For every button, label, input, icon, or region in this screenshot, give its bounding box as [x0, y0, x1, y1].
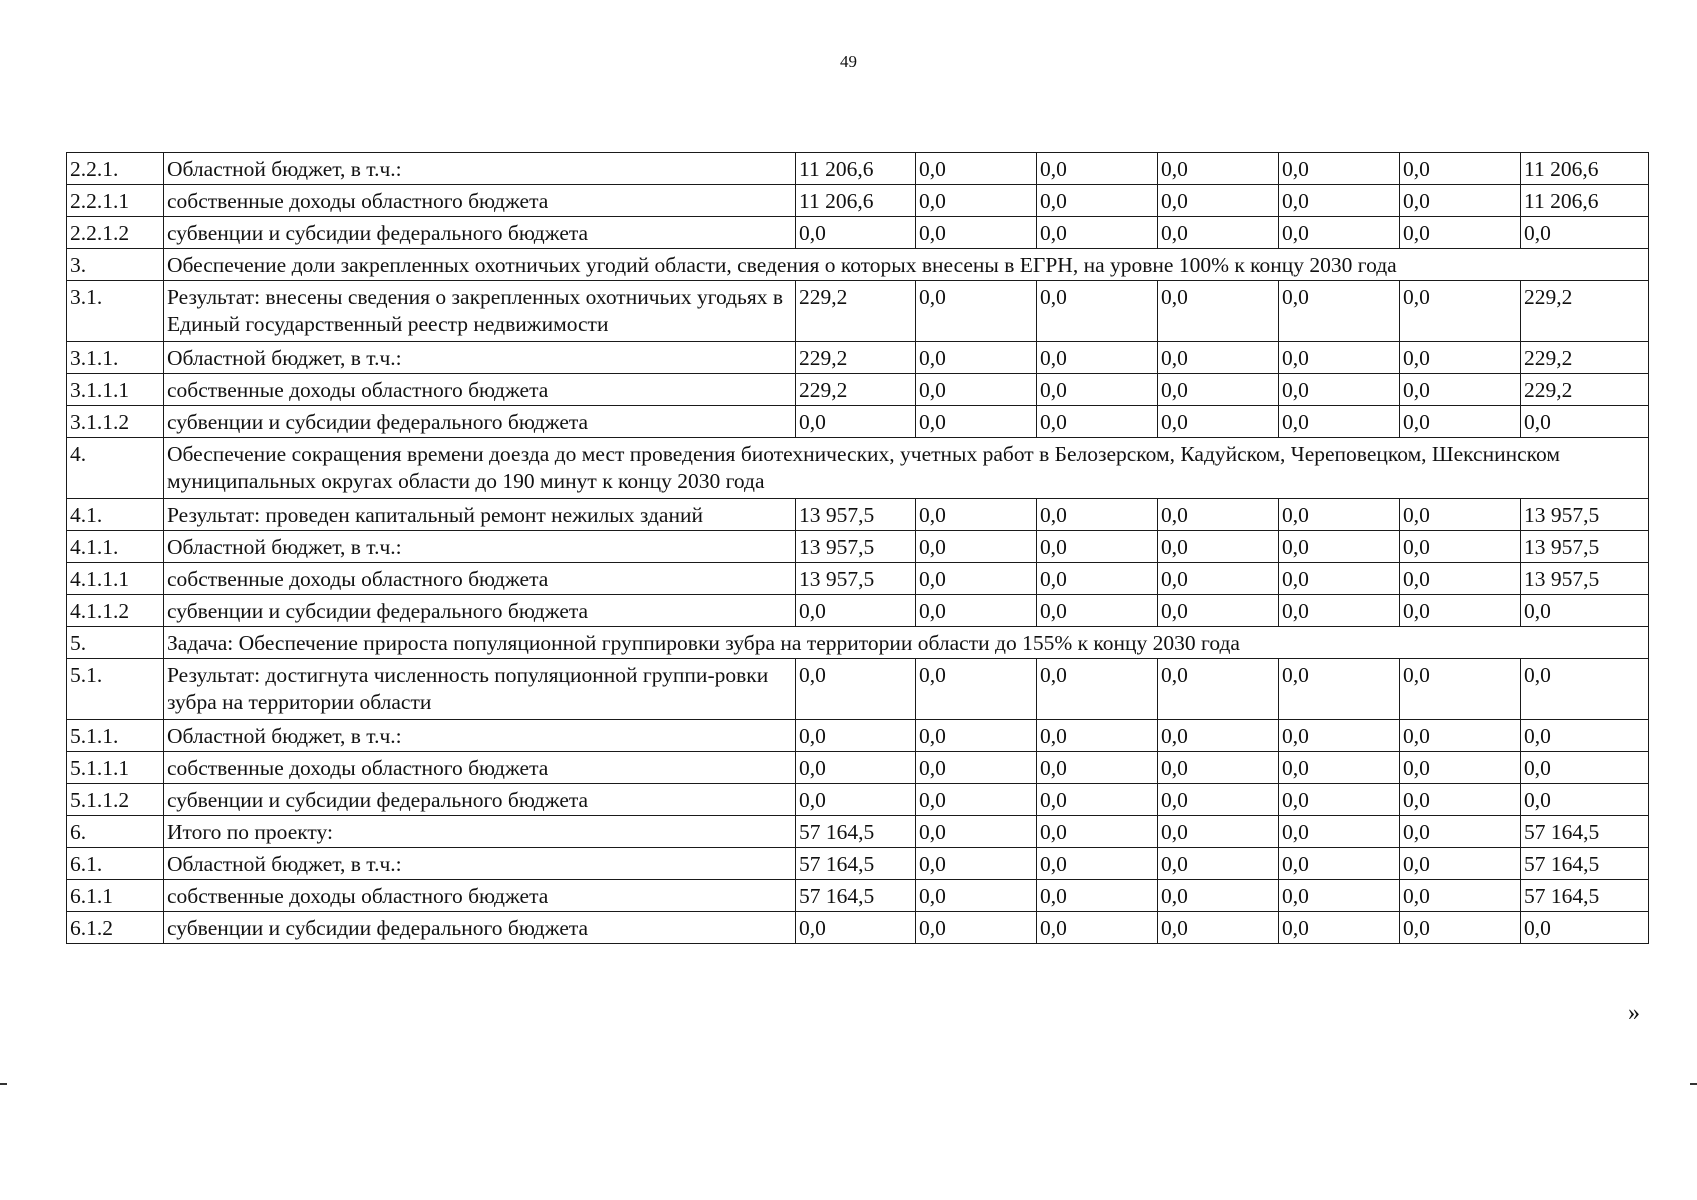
table-row — [67, 499, 1649, 531]
value-cell: 0,0 — [1279, 499, 1400, 531]
value-cell: 0,0 — [1279, 281, 1400, 342]
row-number-cell: 5.1.1.1 — [67, 752, 164, 784]
closing-quote-mark: » — [1628, 1000, 1640, 1026]
row-label-cell: субвенции и субсидии федерального бюджета — [164, 784, 796, 816]
budget-table-body — [67, 153, 1649, 944]
total-value-cell: 13 957,5 — [1521, 531, 1649, 563]
row-number-cell: 4. — [67, 438, 164, 499]
total-value-cell: 13 957,5 — [1521, 563, 1649, 595]
row-number-cell: 5. — [67, 627, 164, 659]
row-label-cell: Итого по проекту: — [164, 816, 796, 848]
value-cell: 0,0 — [796, 720, 916, 752]
row-number-cell: 2.2.1. — [67, 153, 164, 185]
row-label-cell: субвенции и субсидии федерального бюджета — [164, 406, 796, 438]
value-cell: 0,0 — [1037, 659, 1158, 720]
row-number-cell: 3.1.1.2 — [67, 406, 164, 438]
value-cell: 0,0 — [1279, 374, 1400, 406]
value-cell: 0,0 — [1279, 153, 1400, 185]
value-cell: 229,2 — [796, 281, 916, 342]
value-cell: 0,0 — [1037, 784, 1158, 816]
row-label-cell: субвенции и субсидии федерального бюджета — [164, 595, 796, 627]
value-cell: 0,0 — [1279, 531, 1400, 563]
value-cell: 0,0 — [1400, 816, 1521, 848]
value-cell: 0,0 — [1037, 374, 1158, 406]
row-number-cell: 6.1. — [67, 848, 164, 880]
table-row — [67, 342, 1649, 374]
value-cell: 0,0 — [1400, 784, 1521, 816]
value-cell: 0,0 — [1400, 659, 1521, 720]
total-value-cell: 13 957,5 — [1521, 499, 1649, 531]
table-row — [67, 848, 1649, 880]
total-value-cell: 0,0 — [1521, 217, 1649, 249]
value-cell: 0,0 — [1158, 374, 1279, 406]
value-cell: 0,0 — [1279, 563, 1400, 595]
value-cell: 0,0 — [916, 281, 1037, 342]
value-cell: 0,0 — [1158, 531, 1279, 563]
total-value-cell: 229,2 — [1521, 374, 1649, 406]
table-row — [67, 880, 1649, 912]
budget-table-container — [66, 152, 1648, 944]
value-cell: 0,0 — [796, 595, 916, 627]
value-cell: 0,0 — [1158, 153, 1279, 185]
value-cell: 0,0 — [1037, 563, 1158, 595]
row-number-cell: 4.1.1.2 — [67, 595, 164, 627]
value-cell: 0,0 — [1279, 880, 1400, 912]
value-cell: 0,0 — [916, 659, 1037, 720]
row-number-cell: 5.1. — [67, 659, 164, 720]
table-row — [67, 281, 1649, 342]
total-value-cell: 0,0 — [1521, 752, 1649, 784]
value-cell: 0,0 — [916, 752, 1037, 784]
table-section-row — [67, 249, 1649, 281]
row-label-cell: субвенции и субсидии федерального бюджета — [164, 912, 796, 944]
value-cell: 0,0 — [916, 531, 1037, 563]
value-cell: 0,0 — [1279, 816, 1400, 848]
row-label-cell: Областной бюджет, в т.ч.: — [164, 531, 796, 563]
value-cell: 0,0 — [1400, 595, 1521, 627]
section-heading-cell: Обеспечение доли закрепленных охотничьих угодий области, сведения о которых внесены в ЕГРН, на уровне 100% к концу 2030 года — [164, 249, 1649, 281]
value-cell: 0,0 — [1279, 752, 1400, 784]
value-cell: 0,0 — [796, 912, 916, 944]
value-cell: 0,0 — [1279, 595, 1400, 627]
value-cell: 0,0 — [796, 752, 916, 784]
value-cell: 0,0 — [1279, 720, 1400, 752]
row-number-cell: 3.1. — [67, 281, 164, 342]
value-cell: 0,0 — [796, 406, 916, 438]
value-cell: 0,0 — [1037, 752, 1158, 784]
value-cell: 0,0 — [1037, 281, 1158, 342]
value-cell: 0,0 — [1158, 848, 1279, 880]
value-cell: 0,0 — [1158, 595, 1279, 627]
table-row — [67, 816, 1649, 848]
total-value-cell: 229,2 — [1521, 281, 1649, 342]
value-cell: 0,0 — [1400, 752, 1521, 784]
table-row — [67, 659, 1649, 720]
value-cell: 13 957,5 — [796, 563, 916, 595]
value-cell: 0,0 — [1037, 185, 1158, 217]
value-cell: 0,0 — [916, 499, 1037, 531]
value-cell: 0,0 — [1279, 848, 1400, 880]
row-label-cell: Областной бюджет, в т.ч.: — [164, 848, 796, 880]
value-cell: 0,0 — [916, 880, 1037, 912]
value-cell: 0,0 — [1158, 720, 1279, 752]
value-cell: 0,0 — [916, 595, 1037, 627]
value-cell: 0,0 — [1400, 720, 1521, 752]
value-cell: 0,0 — [1037, 499, 1158, 531]
value-cell: 0,0 — [1400, 499, 1521, 531]
row-number-cell: 6.1.2 — [67, 912, 164, 944]
table-row — [67, 153, 1649, 185]
total-value-cell: 11 206,6 — [1521, 185, 1649, 217]
value-cell: 0,0 — [1279, 217, 1400, 249]
value-cell: 0,0 — [1158, 563, 1279, 595]
page-number: 49 — [840, 52, 857, 71]
value-cell: 0,0 — [1400, 153, 1521, 185]
value-cell: 0,0 — [916, 342, 1037, 374]
value-cell: 0,0 — [1279, 342, 1400, 374]
row-number-cell: 5.1.1. — [67, 720, 164, 752]
section-heading-cell: Обеспечение сокращения времени доезда до мест проведения биотехнических, учетных работ в Белозерском, Кадуйском, Череповецком, Шекснинском муниципальных округах области до 190 минут к концу 2030 года — [164, 438, 1649, 499]
value-cell: 0,0 — [916, 374, 1037, 406]
value-cell: 0,0 — [1037, 531, 1158, 563]
table-row — [67, 595, 1649, 627]
section-heading-cell: Задача: Обеспечение прироста популяционной группировки зубра на территории области до 155% к концу 2030 года — [164, 627, 1649, 659]
value-cell: 0,0 — [1158, 880, 1279, 912]
value-cell: 11 206,6 — [796, 153, 916, 185]
row-number-cell: 3.1.1. — [67, 342, 164, 374]
value-cell: 0,0 — [1400, 185, 1521, 217]
value-cell: 0,0 — [1158, 185, 1279, 217]
value-cell: 0,0 — [916, 784, 1037, 816]
row-number-cell: 2.2.1.2 — [67, 217, 164, 249]
value-cell: 11 206,6 — [796, 185, 916, 217]
row-number-cell: 3. — [67, 249, 164, 281]
total-value-cell: 0,0 — [1521, 912, 1649, 944]
total-value-cell: 0,0 — [1521, 595, 1649, 627]
value-cell: 0,0 — [796, 659, 916, 720]
total-value-cell: 57 164,5 — [1521, 880, 1649, 912]
total-value-cell: 0,0 — [1521, 406, 1649, 438]
value-cell: 0,0 — [1037, 880, 1158, 912]
row-label-cell: собственные доходы областного бюджета — [164, 374, 796, 406]
value-cell: 57 164,5 — [796, 816, 916, 848]
value-cell: 0,0 — [1400, 848, 1521, 880]
value-cell: 0,0 — [1279, 784, 1400, 816]
value-cell: 0,0 — [1400, 531, 1521, 563]
row-number-cell: 6.1.1 — [67, 880, 164, 912]
value-cell: 0,0 — [1158, 406, 1279, 438]
table-row — [67, 912, 1649, 944]
value-cell: 0,0 — [916, 185, 1037, 217]
value-cell: 0,0 — [1400, 374, 1521, 406]
row-label-cell: собственные доходы областного бюджета — [164, 880, 796, 912]
value-cell: 0,0 — [1400, 342, 1521, 374]
value-cell: 0,0 — [1400, 281, 1521, 342]
row-label-cell: собственные доходы областного бюджета — [164, 185, 796, 217]
total-value-cell: 57 164,5 — [1521, 816, 1649, 848]
value-cell: 0,0 — [916, 217, 1037, 249]
value-cell: 0,0 — [1158, 281, 1279, 342]
table-section-row — [67, 627, 1649, 659]
value-cell: 0,0 — [796, 217, 916, 249]
table-row — [67, 374, 1649, 406]
total-value-cell: 57 164,5 — [1521, 848, 1649, 880]
value-cell: 0,0 — [1400, 912, 1521, 944]
value-cell: 0,0 — [1279, 659, 1400, 720]
row-label-cell: Результат: достигнута численность популяционной группи-ровки зубра на территории области — [164, 659, 796, 720]
total-value-cell: 11 206,6 — [1521, 153, 1649, 185]
value-cell: 0,0 — [1400, 880, 1521, 912]
budget-table — [66, 152, 1649, 944]
total-value-cell: 0,0 — [1521, 720, 1649, 752]
left-edge-mark — [0, 1083, 7, 1085]
value-cell: 0,0 — [916, 153, 1037, 185]
total-value-cell: 229,2 — [1521, 342, 1649, 374]
value-cell: 0,0 — [1037, 595, 1158, 627]
row-label-cell: Областной бюджет, в т.ч.: — [164, 342, 796, 374]
value-cell: 0,0 — [1158, 659, 1279, 720]
row-label-cell: Областной бюджет, в т.ч.: — [164, 720, 796, 752]
value-cell: 13 957,5 — [796, 499, 916, 531]
table-row — [67, 752, 1649, 784]
value-cell: 57 164,5 — [796, 880, 916, 912]
row-number-cell: 2.2.1.1 — [67, 185, 164, 217]
value-cell: 0,0 — [1037, 848, 1158, 880]
value-cell: 0,0 — [916, 720, 1037, 752]
value-cell: 0,0 — [1279, 912, 1400, 944]
value-cell: 57 164,5 — [796, 848, 916, 880]
value-cell: 0,0 — [1400, 406, 1521, 438]
table-row — [67, 406, 1649, 438]
row-number-cell: 3.1.1.1 — [67, 374, 164, 406]
value-cell: 0,0 — [1037, 342, 1158, 374]
value-cell: 0,0 — [1400, 563, 1521, 595]
value-cell: 0,0 — [1158, 912, 1279, 944]
value-cell: 0,0 — [1158, 752, 1279, 784]
value-cell: 0,0 — [1037, 153, 1158, 185]
row-number-cell: 4.1. — [67, 499, 164, 531]
value-cell: 0,0 — [1037, 912, 1158, 944]
value-cell: 0,0 — [916, 406, 1037, 438]
row-number-cell: 4.1.1. — [67, 531, 164, 563]
table-row — [67, 531, 1649, 563]
table-row — [67, 563, 1649, 595]
row-label-cell: Результат: проведен капитальный ремонт нежилых зданий — [164, 499, 796, 531]
value-cell: 0,0 — [1158, 816, 1279, 848]
row-label-cell: Результат: внесены сведения о закрепленных охотничьих угодьях в Единый государственный реестр недвижимости — [164, 281, 796, 342]
row-label-cell: собственные доходы областного бюджета — [164, 563, 796, 595]
table-row — [67, 185, 1649, 217]
value-cell: 0,0 — [1158, 342, 1279, 374]
value-cell: 0,0 — [1037, 406, 1158, 438]
value-cell: 0,0 — [1158, 784, 1279, 816]
value-cell: 0,0 — [1279, 406, 1400, 438]
total-value-cell: 0,0 — [1521, 784, 1649, 816]
value-cell: 0,0 — [796, 784, 916, 816]
value-cell: 0,0 — [1158, 217, 1279, 249]
row-label-cell: Областной бюджет, в т.ч.: — [164, 153, 796, 185]
value-cell: 229,2 — [796, 342, 916, 374]
value-cell: 13 957,5 — [796, 531, 916, 563]
value-cell: 0,0 — [916, 848, 1037, 880]
value-cell: 0,0 — [1037, 816, 1158, 848]
value-cell: 0,0 — [1400, 217, 1521, 249]
value-cell: 0,0 — [916, 563, 1037, 595]
value-cell: 0,0 — [1037, 720, 1158, 752]
value-cell: 0,0 — [916, 816, 1037, 848]
row-number-cell: 4.1.1.1 — [67, 563, 164, 595]
row-label-cell: субвенции и субсидии федерального бюджета — [164, 217, 796, 249]
right-edge-mark — [1690, 1083, 1697, 1085]
row-number-cell: 6. — [67, 816, 164, 848]
value-cell: 0,0 — [1037, 217, 1158, 249]
row-label-cell: собственные доходы областного бюджета — [164, 752, 796, 784]
table-row — [67, 217, 1649, 249]
table-row — [67, 720, 1649, 752]
value-cell: 0,0 — [916, 912, 1037, 944]
value-cell: 229,2 — [796, 374, 916, 406]
total-value-cell: 0,0 — [1521, 659, 1649, 720]
value-cell: 0,0 — [1158, 499, 1279, 531]
row-number-cell: 5.1.1.2 — [67, 784, 164, 816]
table-row — [67, 784, 1649, 816]
table-section-row — [67, 438, 1649, 499]
value-cell: 0,0 — [1279, 185, 1400, 217]
